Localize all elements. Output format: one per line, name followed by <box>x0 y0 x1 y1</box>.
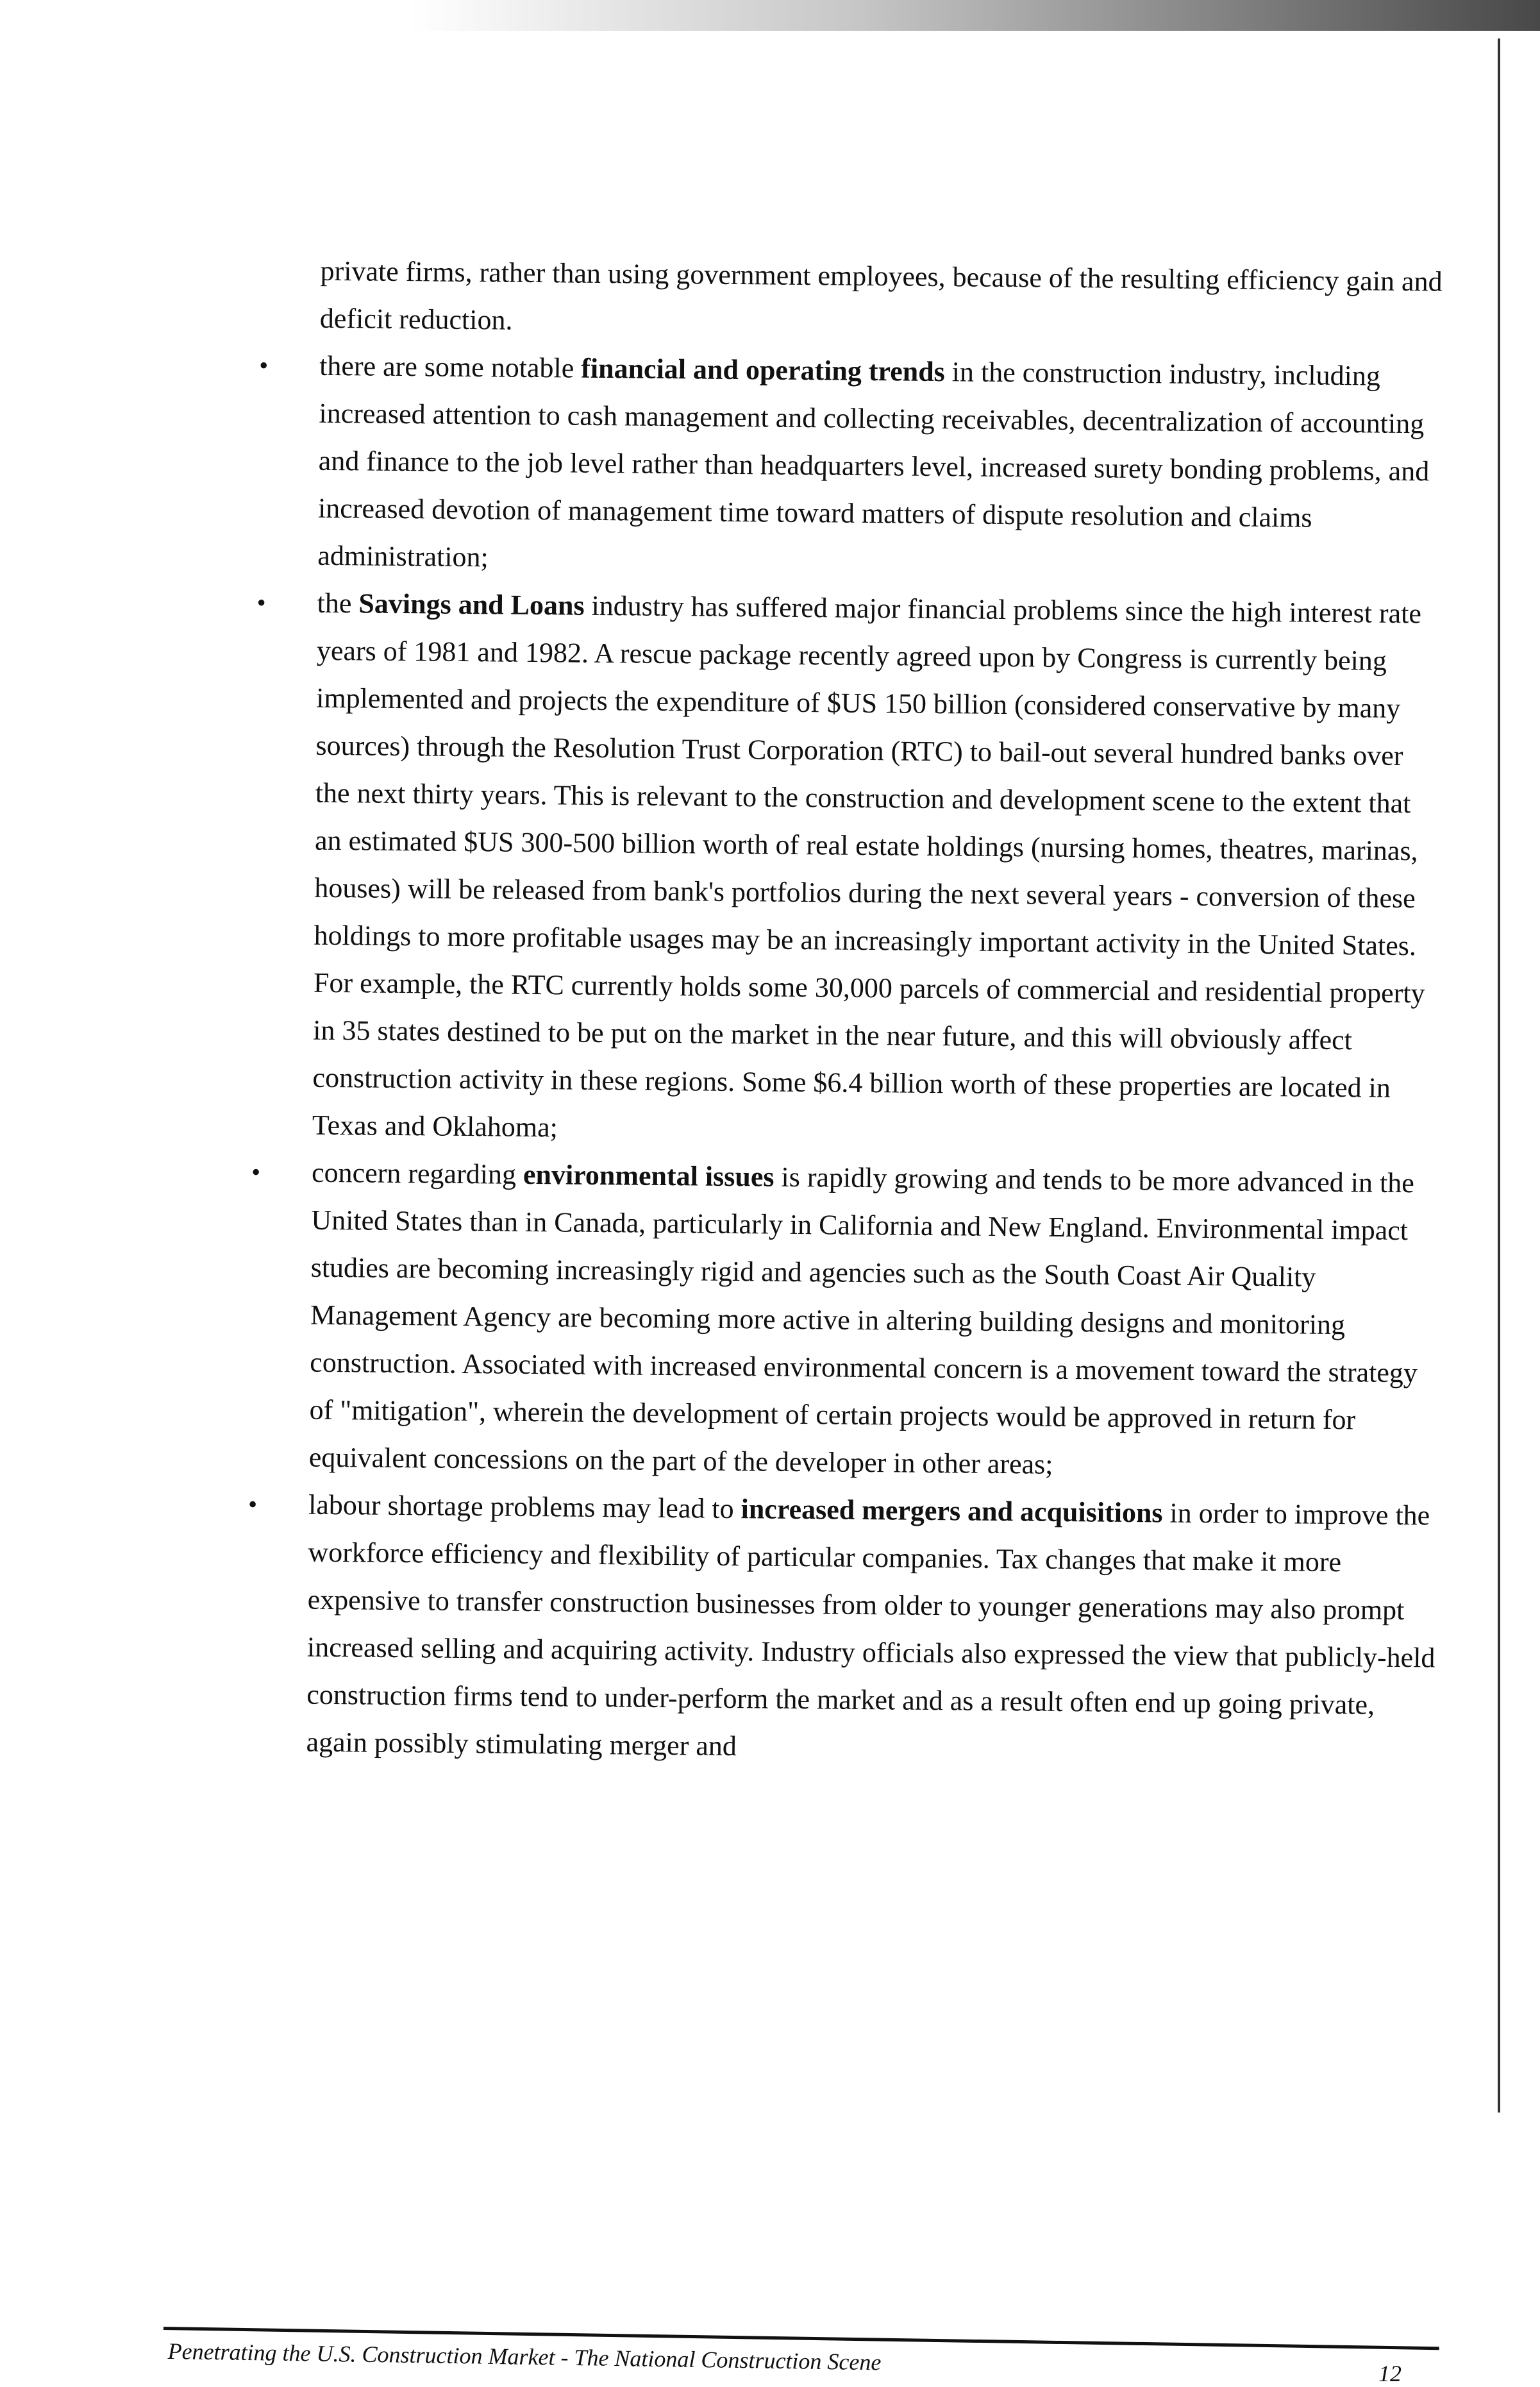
list-item-bold-term: financial and operating trends <box>581 352 946 388</box>
bullet-marker: • <box>247 1489 258 1519</box>
list-item <box>259 342 1448 591</box>
list-item-bold-term: increased mergers and acquisitions <box>741 1493 1163 1529</box>
list-item-text: concern regarding <box>311 1156 524 1190</box>
scan-page-edge <box>1498 38 1500 2113</box>
bullet-marker: • <box>259 350 269 380</box>
page-number: 12 <box>1378 2361 1402 2386</box>
list-item-text: in the construction industry, including increased attention to cash management and collecting receivables, decentralization of accounting and finance to the job level rather than headquarters level, increased surety bonding problems, and increased devotion of management time toward matters of dispute resolution and claims administration; <box>317 356 1430 573</box>
list-item <box>251 1149 1441 1492</box>
document-body <box>247 247 1449 1777</box>
continued-paragraph: private firms, rather than using government employees, because of the resulting efficiency gain and deficit reduction. <box>319 255 1443 336</box>
bullet-list <box>247 342 1448 1777</box>
list-item-text: the <box>317 587 359 620</box>
list-item-text: labour shortage problems may lead to <box>308 1489 741 1525</box>
list-item-text: is rapidly growing and tends to be more advanced in the United States than in Canada, particularly in California and New England. Environmental impact studies are becoming increasingly rigid and agencies such as the South Coast Air Quality Management Agency are becoming more active in altering building designs and monitoring construction. Associated with increased environmental concern is a movement toward the strategy of "mitigation", wherein the development of certain projects would be approved in return for equivalent concessions on the part of the developer in other areas; <box>308 1161 1418 1480</box>
list-item-text: industry has suffered major financial problems since the high interest rate years of 1981 and 1982. A rescue package recently agreed upon by Congress is currently being implemented and projects the expenditure of $US 150 billion (considered conservative by many sources) through the Resolution Trust Corporation (RTC) to bail-out several hundred banks over the next thirty years. This is relevant to the construction and development scene to the extent that an estimated $US 300-500 billion worth of real estate holdings (nursing homes, theatres, marinas, houses) will be released from bank's portfolios during the next several years - conversion of these holdings to more profitable usages may be an increasingly important activity in the United States. For example, the RTC currently holds some 30,000 parcels of commercial and residential property in 35 states destined to be put on the market in the near future, and this will obviously affect construction activity in these regions. Some $6.4 billion worth of these properties are located in Texas and Oklahoma; <box>312 589 1425 1143</box>
scan-shadow-top <box>410 0 1540 31</box>
list-item <box>256 579 1446 1160</box>
list-item-text: there are some notable <box>319 350 582 384</box>
list-item-text: in order to improve the workforce efficiency and flexibility of particular companies. Tax changes that make it more expensive to transfer construction businesses from older to younger generations may also prompt increased selling and acquiring activity. Industry officials also expressed the view that publicly-held construction firms tend to under-perform the market and as a result often end up going private, again possibly stimulating merger and <box>306 1497 1435 1762</box>
list-item-bold-term: Savings and Loans <box>358 587 585 621</box>
bullet-marker: • <box>251 1157 261 1186</box>
list-item <box>247 1481 1437 1777</box>
list-item-bold-term: environmental issues <box>523 1158 774 1193</box>
bullet-marker: • <box>256 587 266 617</box>
footer-title: Penetrating the U.S. Construction Market - The National Construction Scene <box>167 2338 882 2375</box>
